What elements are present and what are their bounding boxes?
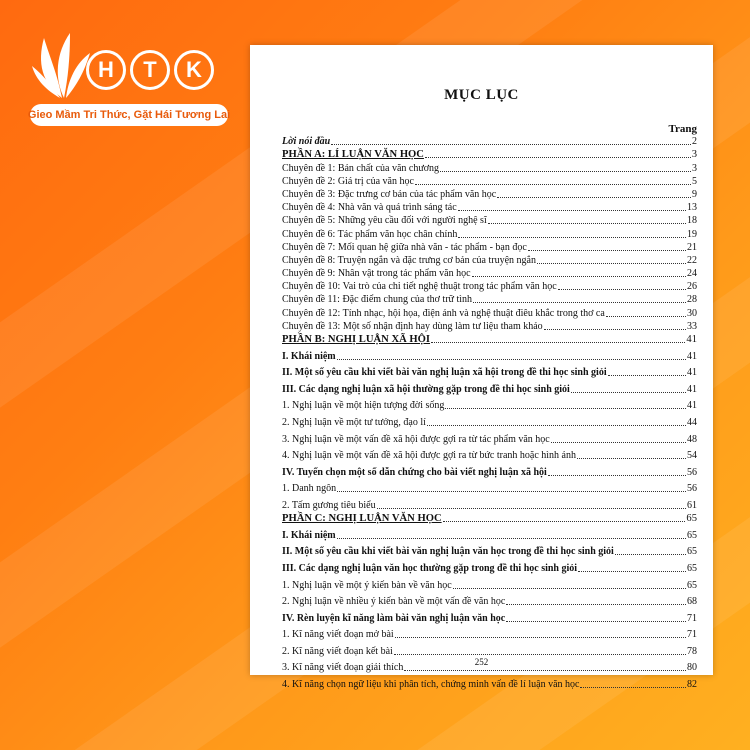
toc-entry-label: 2. Kĩ năng viết đoạn kết bài	[282, 645, 393, 657]
toc-entry	[282, 462, 697, 479]
toc-leader-dots	[394, 654, 686, 655]
toc-entry	[282, 525, 697, 542]
toc-entry-label: Chuyên đề 3: Đặc trưng cơ bản của tác phẩm văn học	[282, 188, 497, 200]
toc-entry	[282, 412, 697, 429]
toc-entry-label: IV. Tuyển chọn một số dẫn chứng cho bài viết nghị luận xã hội	[282, 466, 547, 478]
toc-leader-dots	[577, 458, 686, 459]
toc-leader-dots	[427, 425, 686, 426]
toc-entry-page: 65	[687, 562, 697, 574]
toc-entry	[282, 396, 697, 413]
toc-entry-label: Chuyên đề 9: Nhân vật trong tác phẩm văn học	[282, 268, 471, 280]
toc-entry-label: 1. Nghị luận về một ý kiến bàn về văn học	[282, 579, 452, 591]
toc-entry-page: 56	[687, 466, 697, 478]
toc-entry-page: 71	[687, 612, 697, 624]
toc-entry-page: 9	[692, 188, 697, 200]
toc-title: MỤC LỤC	[444, 87, 519, 103]
toc-entry-label: Lời nói đầu	[282, 136, 331, 148]
toc-entry	[282, 254, 697, 267]
toc-leader-dots	[578, 571, 686, 572]
toc-entry-label: 4. Nghị luận về một vấn đề xã hội được gợi ra từ bức tranh hoặc hình ảnh	[282, 450, 576, 462]
toc-entry-page: 41	[687, 400, 697, 412]
toc-entry-page: 41	[687, 383, 697, 395]
toc-leader-dots	[544, 329, 686, 330]
toc-entry	[282, 320, 697, 333]
toc-entry-page: 3	[692, 162, 697, 174]
toc-leader-dots	[404, 670, 686, 671]
toc-leader-dots	[337, 359, 686, 360]
toc-leader-dots	[473, 302, 686, 303]
toc-entry	[282, 175, 697, 188]
toc-leader-dots	[443, 521, 686, 522]
toc-entry-page: 22	[687, 254, 697, 266]
toc-entry-label: PHẦN B: NGHỊ LUẬN XÃ HỘI	[282, 334, 431, 345]
toc-entry	[282, 479, 697, 496]
toc-entry	[282, 346, 697, 363]
toc-entry-label: 4. Kĩ năng chọn ngữ liệu khi phân tích, chứng minh vấn đề lí luận văn học	[282, 679, 580, 691]
toc-entry-label: 2. Nghị luận về nhiều ý kiến bàn về một vấn đề văn học	[282, 596, 506, 608]
toc-entry	[282, 227, 697, 240]
toc-entry	[282, 267, 697, 280]
toc-entry-page: 54	[687, 450, 697, 462]
toc-leader-dots	[488, 223, 686, 224]
toc-entry	[282, 293, 697, 306]
toc-entry-page: 44	[687, 416, 697, 428]
toc-leader-dots	[377, 508, 686, 509]
toc-entry-label: III. Các dạng nghị luận văn học thường gặp trong đề thi học sinh giỏi	[282, 562, 578, 574]
toc-entry	[282, 608, 697, 625]
toc-entry	[282, 674, 697, 691]
toc-leader-dots	[506, 604, 686, 605]
toc-entry	[282, 641, 697, 658]
toc-entry-label: 2. Tấm gương tiêu biểu	[282, 499, 376, 511]
toc-entry-label: 3. Kĩ năng viết đoạn giải thích	[282, 662, 404, 674]
toc-entry-page: 26	[687, 281, 697, 293]
toc-entry	[282, 161, 697, 174]
toc-entry-page: 65	[686, 513, 697, 525]
toc-entry-page: 65	[687, 546, 697, 558]
toc-entry-page: 13	[687, 202, 697, 214]
toc-entry-label: Chuyên đề 2: Giá trị của văn học	[282, 175, 414, 187]
toc-entry-label: 1. Nghị luận về một hiện tượng đời sống	[282, 400, 445, 412]
toc-leader-dots	[331, 144, 691, 145]
toc-entry-label: 2. Nghị luận về một tư tưởng, đạo lí	[282, 416, 426, 428]
toc-entry-label: Chuyên đề 12: Tính nhạc, hội họa, điện ảnh và nghệ thuật điêu khắc trong thơ ca	[282, 307, 605, 319]
page-number: 252	[474, 657, 489, 667]
toc-entry-page: 28	[687, 294, 697, 306]
toc-entry-page: 30	[687, 307, 697, 319]
toc-entry	[282, 201, 697, 214]
toc-entry	[282, 241, 697, 254]
logo-slogan: Gieo Mầm Tri Thức, Gặt Hái Tương Lai	[30, 104, 228, 126]
toc-leader-dots	[425, 157, 691, 158]
toc-entry-page: 24	[687, 268, 697, 280]
toc-entry-label: I. Khái niệm	[282, 350, 336, 362]
toc-entry-label: II. Một số yêu cầu khi viết bài văn nghị luận văn học trong đề thi học sinh giỏi	[282, 546, 614, 558]
toc-leader-dots	[608, 375, 686, 376]
toc-leader-dots	[537, 263, 686, 264]
toc-leader-dots	[453, 588, 686, 589]
toc-entry-page: 21	[687, 241, 697, 253]
toc-entry-page: 82	[687, 679, 697, 691]
toc-leader-dots	[580, 687, 686, 688]
toc-entry	[282, 429, 697, 446]
toc-entry-page: 78	[687, 645, 697, 657]
toc-entry	[282, 214, 697, 227]
toc-leader-dots	[615, 554, 686, 555]
toc-leader-dots	[415, 184, 691, 185]
toc-leader-dots	[506, 621, 686, 622]
toc-entry-label: Chuyên đề 5: Những yêu cầu đối với người nghệ sĩ	[282, 215, 487, 227]
toc-entry-page: 71	[687, 629, 697, 641]
toc-leader-dots	[440, 171, 691, 172]
toc-leader-dots	[458, 210, 686, 211]
toc-entry	[282, 379, 697, 396]
toc-entry-label: Chuyên đề 11: Đặc điểm chung của thơ trữ tình	[282, 294, 473, 306]
page-column-header: Trang	[668, 123, 697, 135]
toc-list	[282, 135, 697, 691]
toc-entry	[282, 625, 697, 642]
htk-logo	[27, 28, 231, 128]
toc-entry-label: 3. Nghị luận về một vấn đề xã hội được gợi ra từ tác phẩm văn học	[282, 433, 550, 445]
toc-entry	[282, 558, 697, 575]
toc-entry-page: 41	[686, 334, 697, 345]
toc-entry-label: Chuyên đề 1: Bản chất của văn chương	[282, 162, 440, 174]
toc-entry	[282, 333, 697, 346]
toc-entry	[282, 575, 697, 592]
toc-entry-page: 65	[687, 579, 697, 591]
toc-entry-label: Chuyên đề 10: Vai trò của chi tiết nghệ thuật trong tác phẩm văn học	[282, 281, 557, 293]
toc-entry-page: 33	[687, 320, 697, 332]
toc-entry	[282, 512, 697, 525]
toc-entry-label: I. Khái niệm	[282, 529, 336, 541]
toc-entry-page: 56	[687, 483, 697, 495]
toc-entry	[282, 280, 697, 293]
toc-entry-label: Chuyên đề 8: Truyện ngắn và đặc trưng cơ bản của truyện ngắn	[282, 254, 536, 266]
toc-entry-label: 1. Kĩ năng viết đoạn mở bài	[282, 629, 394, 641]
logo-letter-k: K	[174, 50, 214, 90]
toc-entry	[282, 135, 697, 148]
toc-leader-dots	[395, 637, 686, 638]
toc-leader-dots	[431, 342, 685, 343]
toc-entry-label: Chuyên đề 13: Một số nhận định hay dùng làm tư liệu tham khảo	[282, 320, 543, 332]
toc-entry-page: 41	[687, 367, 697, 379]
leaves-icon	[32, 28, 92, 103]
logo-letters	[86, 50, 214, 90]
toc-entry-page: 80	[687, 662, 697, 674]
toc-leader-dots	[337, 538, 686, 539]
toc-leader-dots	[571, 392, 686, 393]
toc-entry	[282, 363, 697, 380]
toc-entry	[282, 148, 697, 161]
toc-entry	[282, 188, 697, 201]
toc-leader-dots	[551, 442, 686, 443]
toc-leader-dots	[528, 250, 686, 251]
toc-entry-label: IV. Rèn luyện kĩ năng làm bài văn nghị luận văn học	[282, 612, 506, 624]
toc-entry	[282, 495, 697, 512]
toc-entry-page: 68	[687, 596, 697, 608]
toc-entry	[282, 306, 697, 319]
toc-entry-page: 65	[687, 529, 697, 541]
toc-entry-page: 61	[687, 499, 697, 511]
toc-entry-page: 19	[687, 228, 697, 240]
toc-entry-label: PHẦN A: LÍ LUẬN VĂN HỌC	[282, 149, 424, 161]
toc-leader-dots	[458, 237, 686, 238]
toc-leader-dots	[497, 197, 691, 198]
toc-leader-dots	[548, 475, 686, 476]
toc-entry	[282, 592, 697, 609]
toc-entry-page: 18	[687, 215, 697, 227]
toc-entry-label: Chuyên đề 4: Nhà văn và quá trình sáng tác	[282, 202, 457, 214]
toc-entry-label: II. Một số yêu cầu khi viết bài văn nghị luận xã hội trong đề thi học sinh giỏi	[282, 367, 607, 379]
toc-entry-page: 5	[692, 175, 697, 187]
toc-leader-dots	[606, 316, 686, 317]
logo-letter-t: T	[130, 50, 170, 90]
toc-leader-dots	[337, 491, 686, 492]
toc-entry-label: 1. Danh ngôn	[282, 483, 337, 495]
toc-entry-page: 48	[687, 433, 697, 445]
toc-entry-label: III. Các dạng nghị luận xã hội thường gặp trong đề thi học sinh giỏi	[282, 383, 570, 395]
toc-entry-page: 41	[687, 350, 697, 362]
toc-entry	[282, 542, 697, 559]
logo-letter-h: H	[86, 50, 126, 90]
toc-leader-dots	[445, 408, 686, 409]
toc-leader-dots	[558, 289, 686, 290]
toc-entry-label: PHẦN C: NGHỊ LUẬN VĂN HỌC	[282, 513, 442, 525]
toc-entry-page: 3	[691, 149, 697, 161]
toc-leader-dots	[472, 276, 686, 277]
toc-entry-label: Chuyên đề 7: Mối quan hệ giữa nhà văn - tác phẩm - bạn đọc	[282, 241, 527, 253]
toc-entry-label: Chuyên đề 6: Tác phẩm văn học chân chính	[282, 228, 458, 240]
book-page	[250, 45, 713, 691]
toc-entry-page: 2	[692, 136, 697, 148]
toc-entry	[282, 446, 697, 463]
